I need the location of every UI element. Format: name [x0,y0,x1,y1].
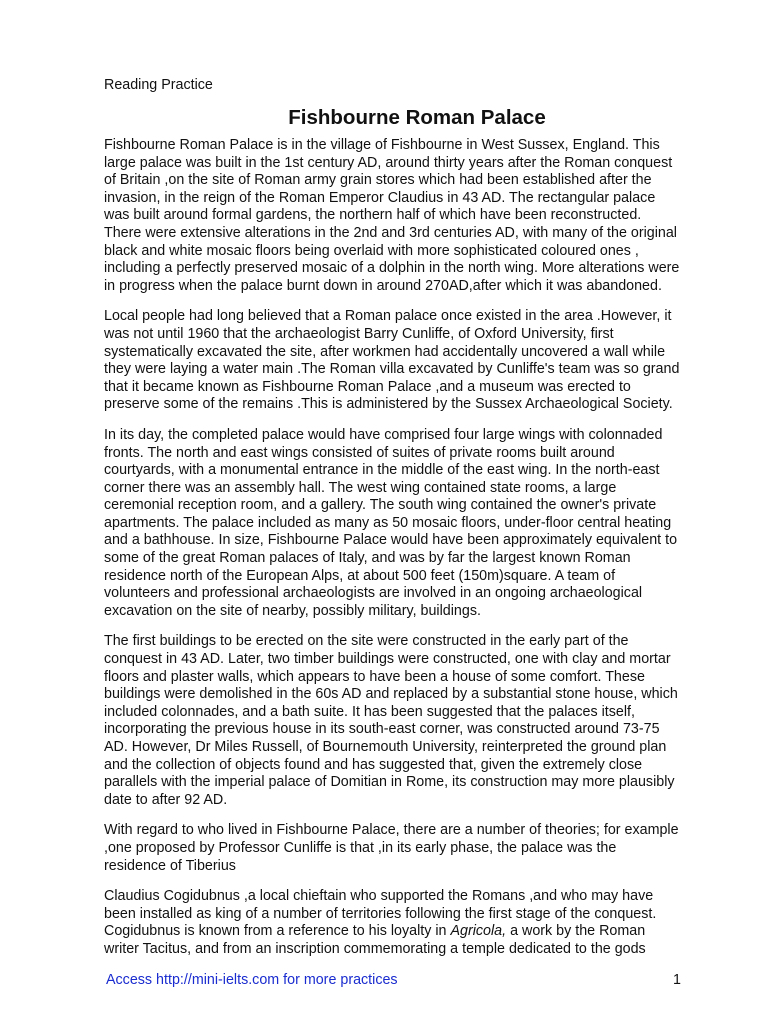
text-line: they were laying a water main .The Roman villa excavated by Cunliffe's team was so grand [104,361,680,378]
text-segment: a work by the Roman [506,923,646,940]
text-line: of Britain ,on the site of Roman army grain stores which had been established after the [104,172,652,189]
text-line: The first buildings to be erected on the site were constructed in the early part of the [104,633,629,650]
text-line: preserve some of the remains .This is administered by the Sussex Archaeological Society. [104,396,673,413]
text-line: including a perfectly preserved mosaic of a dolphin in the north wing. More alterations were [104,260,680,277]
text-line: large palace was built in the 1st century AD, around thirty years after the Roman conquest [104,154,673,171]
text-line: courtyards, with a monumental entrance in the middle of the east wing. In the north-east [104,462,660,479]
text-line-with-italic [104,923,730,941]
text-line: With regard to who lived in Fishbourne Palace, there are a number of theories; for example [104,822,679,839]
paragraph-1 [104,137,730,295]
text-line: volunteers and professional archaeologists are involved in an ongoing archaeological [104,585,643,602]
text-line: In its day, the completed palace would have comprised four large wings with colonnaded [104,426,663,443]
text-line: corner there was an assembly hall. The west wing contained state rooms, a large [104,479,617,496]
text-line: systematically excavated the site, after workmen had accidentally uncovered a wall while [104,343,666,360]
header-label: Reading Practice [104,77,213,93]
paragraph-3 [104,427,730,621]
text-line: ceremonial reception room, and a gallery. The south wing contained the owner's private [104,497,657,514]
text-line: some of the great Roman palaces of Italy, and was by far the largest known Roman [104,550,631,567]
document-title: Fishbourne Roman Palace [288,106,546,129]
footer-practice-link[interactable]: Access http://mini-ielts.com for more practices [106,972,398,988]
text-line: Fishbourne Roman Palace is in the village of Fishbourne in West Sussex, England. This [104,137,660,153]
text-line: There were extensive alterations in the 2nd and 3rd centuries AD, with many of the original [104,224,677,241]
text-line: that it became known as Fishbourne Roman Palace ,and a museum was erected to [104,378,631,395]
text-line: conquest in 43 AD. Later, two timber buildings were constructed, one with clay and mortar [104,651,671,668]
paragraph-4 [104,633,730,809]
text-line: and a bathhouse. In size, Fishbourne Palace would have been approximately equivalent to [104,532,678,549]
text-line: AD. However, Dr Miles Russell, of Bournemouth University, reinterpreted the ground plan [104,739,667,755]
text-line: floors and plaster walls, which appears to have been a house of some comfort. These [104,668,645,685]
text-line: fronts. The north and east wings consisted of suites of private rooms built around [104,444,615,461]
text-line: apartments. The palace included as many as 50 mosaic floors, under-floor central heating [104,514,672,531]
text-line: black and white mosaic floors being overlaid with more sophisticated coloured ones , [104,242,639,259]
text-line: been installed as king of a number of territories following the first stage of the conquest. [104,905,657,922]
text-line: writer Tacitus, and from an inscription commemorating a temple dedicated to the gods [104,940,646,957]
text-line: date to after 92 AD. [104,791,228,808]
italic-work-title: Agricola, [450,923,507,940]
text-line: invasion, in the reign of the Roman Emperor Claudius in 43 AD. The rectangular palace [104,189,656,206]
text-line: included colonnades, and a bath suite. It has been suggested that the palaces itself, [104,703,635,720]
paragraph-5 [104,822,730,875]
text-line: residence north of the European Alps, at about 500 feet (150m)square. A team of [104,567,616,584]
text-line: residence of Tiberius [104,857,236,874]
text-line: Claudius Cogidubnus ,a local chieftain who supported the Romans ,and who may have [104,888,654,905]
text-line: was built around formal gardens, the northern half of which have been reconstructed. [104,207,642,224]
text-line: Local people had long believed that a Roman palace once existed in the area .However, it [104,308,672,325]
text-line: parallels with the imperial palace of Domitian in Rome, its construction may more plausibly [104,774,675,791]
paragraph-2 [104,308,730,414]
text-line: was not until 1960 that the archaeologist Barry Cunliffe, of Oxford University, first [104,325,614,342]
text-line: buildings were demolished in the 60s AD and replaced by a substantial stone house, which [104,686,678,703]
text-line: in progress when the palace burnt down in around 270AD,after which it was abandoned. [104,277,662,294]
text-line: and the collection of objects found and has suggested that, given the extremely close [104,756,643,773]
text-segment: Cogidubnus is known from a reference to his loyalty in [104,923,451,940]
paragraph-6 [104,888,730,958]
text-line: ,one proposed by Professor Cunliffe is that ,in its early phase, the palace was the [104,839,617,856]
text-line: incorporating the previous house in its south-east corner, was constructed around 73-75 [104,721,660,738]
article-body [104,137,730,972]
page-number: 1 [673,972,681,988]
text-line: excavation on the site of nearby, possibly military, buildings. [104,602,481,619]
